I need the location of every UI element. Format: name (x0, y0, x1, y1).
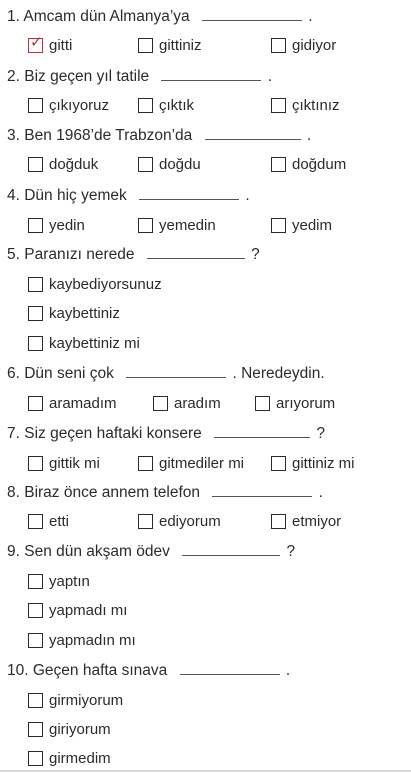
checkbox[interactable] (138, 514, 153, 529)
question-suffix: . (267, 68, 273, 85)
option-label: çıkıyoruz (49, 97, 110, 114)
checkbox[interactable] (28, 514, 43, 529)
checkbox-checked[interactable] (28, 34, 43, 53)
option-5c[interactable] (28, 335, 140, 352)
checkbox[interactable] (138, 98, 153, 113)
option-label: etmiyor (292, 513, 342, 530)
option-label: çıktık (159, 97, 195, 114)
option-label: etti (49, 513, 70, 530)
option-10a[interactable] (28, 692, 123, 709)
question-3 (7, 127, 311, 145)
question-text: 9. Sen dün akşam ödev (7, 543, 170, 560)
option-label: yemedin (159, 217, 216, 234)
question-suffix: . Neredeydin. (232, 365, 325, 382)
question-1 (7, 8, 313, 26)
option-8b[interactable] (138, 513, 221, 530)
question-suffix: . (306, 127, 312, 144)
option-label: gitti (49, 37, 73, 54)
option-label: çıktınız (292, 97, 340, 114)
checkbox[interactable] (28, 722, 43, 737)
option-4b[interactable] (138, 217, 216, 234)
answer-blank[interactable] (202, 19, 302, 21)
question-5 (7, 246, 260, 264)
question-suffix: . (308, 8, 313, 25)
answer-blank[interactable] (147, 257, 245, 259)
checkbox[interactable] (28, 218, 43, 233)
question-6 (7, 365, 325, 383)
option-8a[interactable] (28, 513, 69, 530)
option-4a[interactable] (28, 217, 85, 234)
option-label: kaybediyorsunuz (49, 276, 162, 293)
option-label: yedim (292, 217, 333, 234)
answer-blank[interactable] (180, 673, 280, 675)
question-7 (7, 425, 325, 443)
option-label: yapmadı mı (49, 602, 128, 619)
option-3a[interactable] (28, 156, 98, 173)
question-text: 4. Dün hiç yemek (7, 187, 127, 204)
checkbox[interactable] (271, 514, 286, 529)
question-text: 6. Dün seni çok (7, 365, 114, 382)
option-label: yaptın (49, 573, 90, 590)
option-7b[interactable] (138, 455, 244, 472)
question-text: 2. Biz geçen yıl tatile (7, 68, 150, 85)
option-10c[interactable] (28, 750, 111, 767)
checkbox[interactable] (28, 396, 43, 411)
question-text: 5. Paranızı nerede (7, 246, 135, 263)
option-label: yedin (49, 217, 85, 234)
question-2 (7, 68, 272, 86)
question-text: 10. Geçen hafta sınava (7, 662, 168, 679)
option-label: kaybettiniz mi (49, 335, 140, 352)
checkbox[interactable] (28, 277, 43, 292)
answer-blank[interactable] (212, 495, 312, 497)
option-5a[interactable] (28, 276, 162, 293)
answer-blank[interactable] (161, 79, 261, 81)
checkbox[interactable] (138, 157, 153, 172)
checkbox[interactable] (138, 456, 153, 471)
option-6a[interactable] (28, 395, 117, 412)
checkbox[interactable] (153, 396, 168, 411)
option-2c[interactable] (271, 97, 340, 114)
option-10b[interactable] (28, 721, 111, 738)
option-2b[interactable] (138, 97, 194, 114)
option-label: ediyorum (159, 513, 221, 530)
question-text: 8. Biraz önce annem telefon (7, 484, 201, 501)
option-label: doğdu (159, 156, 201, 173)
checkbox[interactable] (28, 633, 43, 648)
option-7a[interactable] (28, 455, 100, 472)
checkbox[interactable] (28, 574, 43, 589)
option-6c[interactable] (255, 395, 335, 412)
checkbox[interactable] (138, 38, 153, 53)
option-9c[interactable] (28, 632, 136, 649)
checkbox[interactable] (271, 38, 286, 53)
question-suffix: ? (251, 246, 260, 263)
question-10 (7, 662, 290, 680)
option-3c[interactable] (271, 156, 346, 173)
option-9a[interactable] (28, 573, 90, 590)
option-6b[interactable] (153, 395, 221, 412)
checkbox[interactable] (255, 396, 270, 411)
answer-blank[interactable] (214, 436, 310, 438)
question-8 (7, 484, 323, 502)
option-4c[interactable] (271, 217, 332, 234)
option-1c[interactable] (271, 37, 336, 54)
option-label: aramadım (49, 395, 117, 412)
checkbox[interactable] (271, 218, 286, 233)
option-1b[interactable] (138, 37, 202, 54)
checkbox[interactable] (28, 603, 43, 618)
answer-blank[interactable] (139, 198, 239, 200)
question-4 (7, 187, 250, 205)
option-3b[interactable] (138, 156, 201, 173)
option-label: arıyorum (276, 395, 336, 412)
option-label: girmiyorum (49, 692, 124, 709)
question-suffix: . (318, 484, 323, 501)
question-text: 1. Amcam dün Almanya’ya (7, 8, 190, 25)
question-9 (7, 543, 295, 561)
checkbox[interactable] (28, 751, 43, 766)
question-suffix: ? (316, 425, 325, 442)
option-7c[interactable] (271, 455, 355, 472)
option-label: kaybettiniz (49, 305, 120, 322)
question-text: 3. Ben 1968’de Trabzon’da (7, 127, 193, 144)
option-label: gidiyor (292, 37, 337, 54)
question-text: 7. Siz geçen haftaki konsere (7, 425, 202, 442)
option-label: aradım (174, 395, 221, 412)
option-label: gittik mi (49, 455, 100, 472)
option-label: doğduk (49, 156, 99, 173)
checkbox[interactable] (138, 218, 153, 233)
answer-blank[interactable] (126, 376, 226, 378)
question-suffix: . (285, 662, 291, 679)
answer-blank[interactable] (182, 554, 280, 556)
option-label: doğdum (292, 156, 347, 173)
checkbox[interactable] (28, 456, 43, 471)
option-label: gitmediler mi (159, 455, 245, 472)
page-bottom-divider (0, 770, 411, 772)
option-2a[interactable] (28, 97, 109, 114)
checkbox[interactable] (271, 98, 286, 113)
answer-blank[interactable] (205, 138, 301, 140)
checkbox[interactable] (271, 456, 286, 471)
checkbox[interactable] (28, 336, 43, 351)
option-1a[interactable] (28, 34, 73, 54)
option-label: giriyorum (49, 721, 111, 738)
checkbox[interactable] (28, 306, 43, 321)
checkbox[interactable] (28, 98, 43, 113)
question-suffix: . (245, 187, 250, 204)
checkbox[interactable] (28, 693, 43, 708)
option-label: girmedim (49, 750, 111, 767)
option-label: yapmadın mı (49, 632, 136, 649)
option-5b[interactable] (28, 305, 120, 322)
question-suffix: ? (286, 543, 296, 560)
check-mark-icon: ✓ (30, 34, 43, 51)
checkbox[interactable] (28, 157, 43, 172)
checkbox[interactable] (271, 157, 286, 172)
option-label: gittiniz mi (292, 455, 355, 472)
option-9b[interactable] (28, 602, 127, 619)
option-label: gittiniz (159, 37, 202, 54)
option-8c[interactable] (271, 513, 341, 530)
